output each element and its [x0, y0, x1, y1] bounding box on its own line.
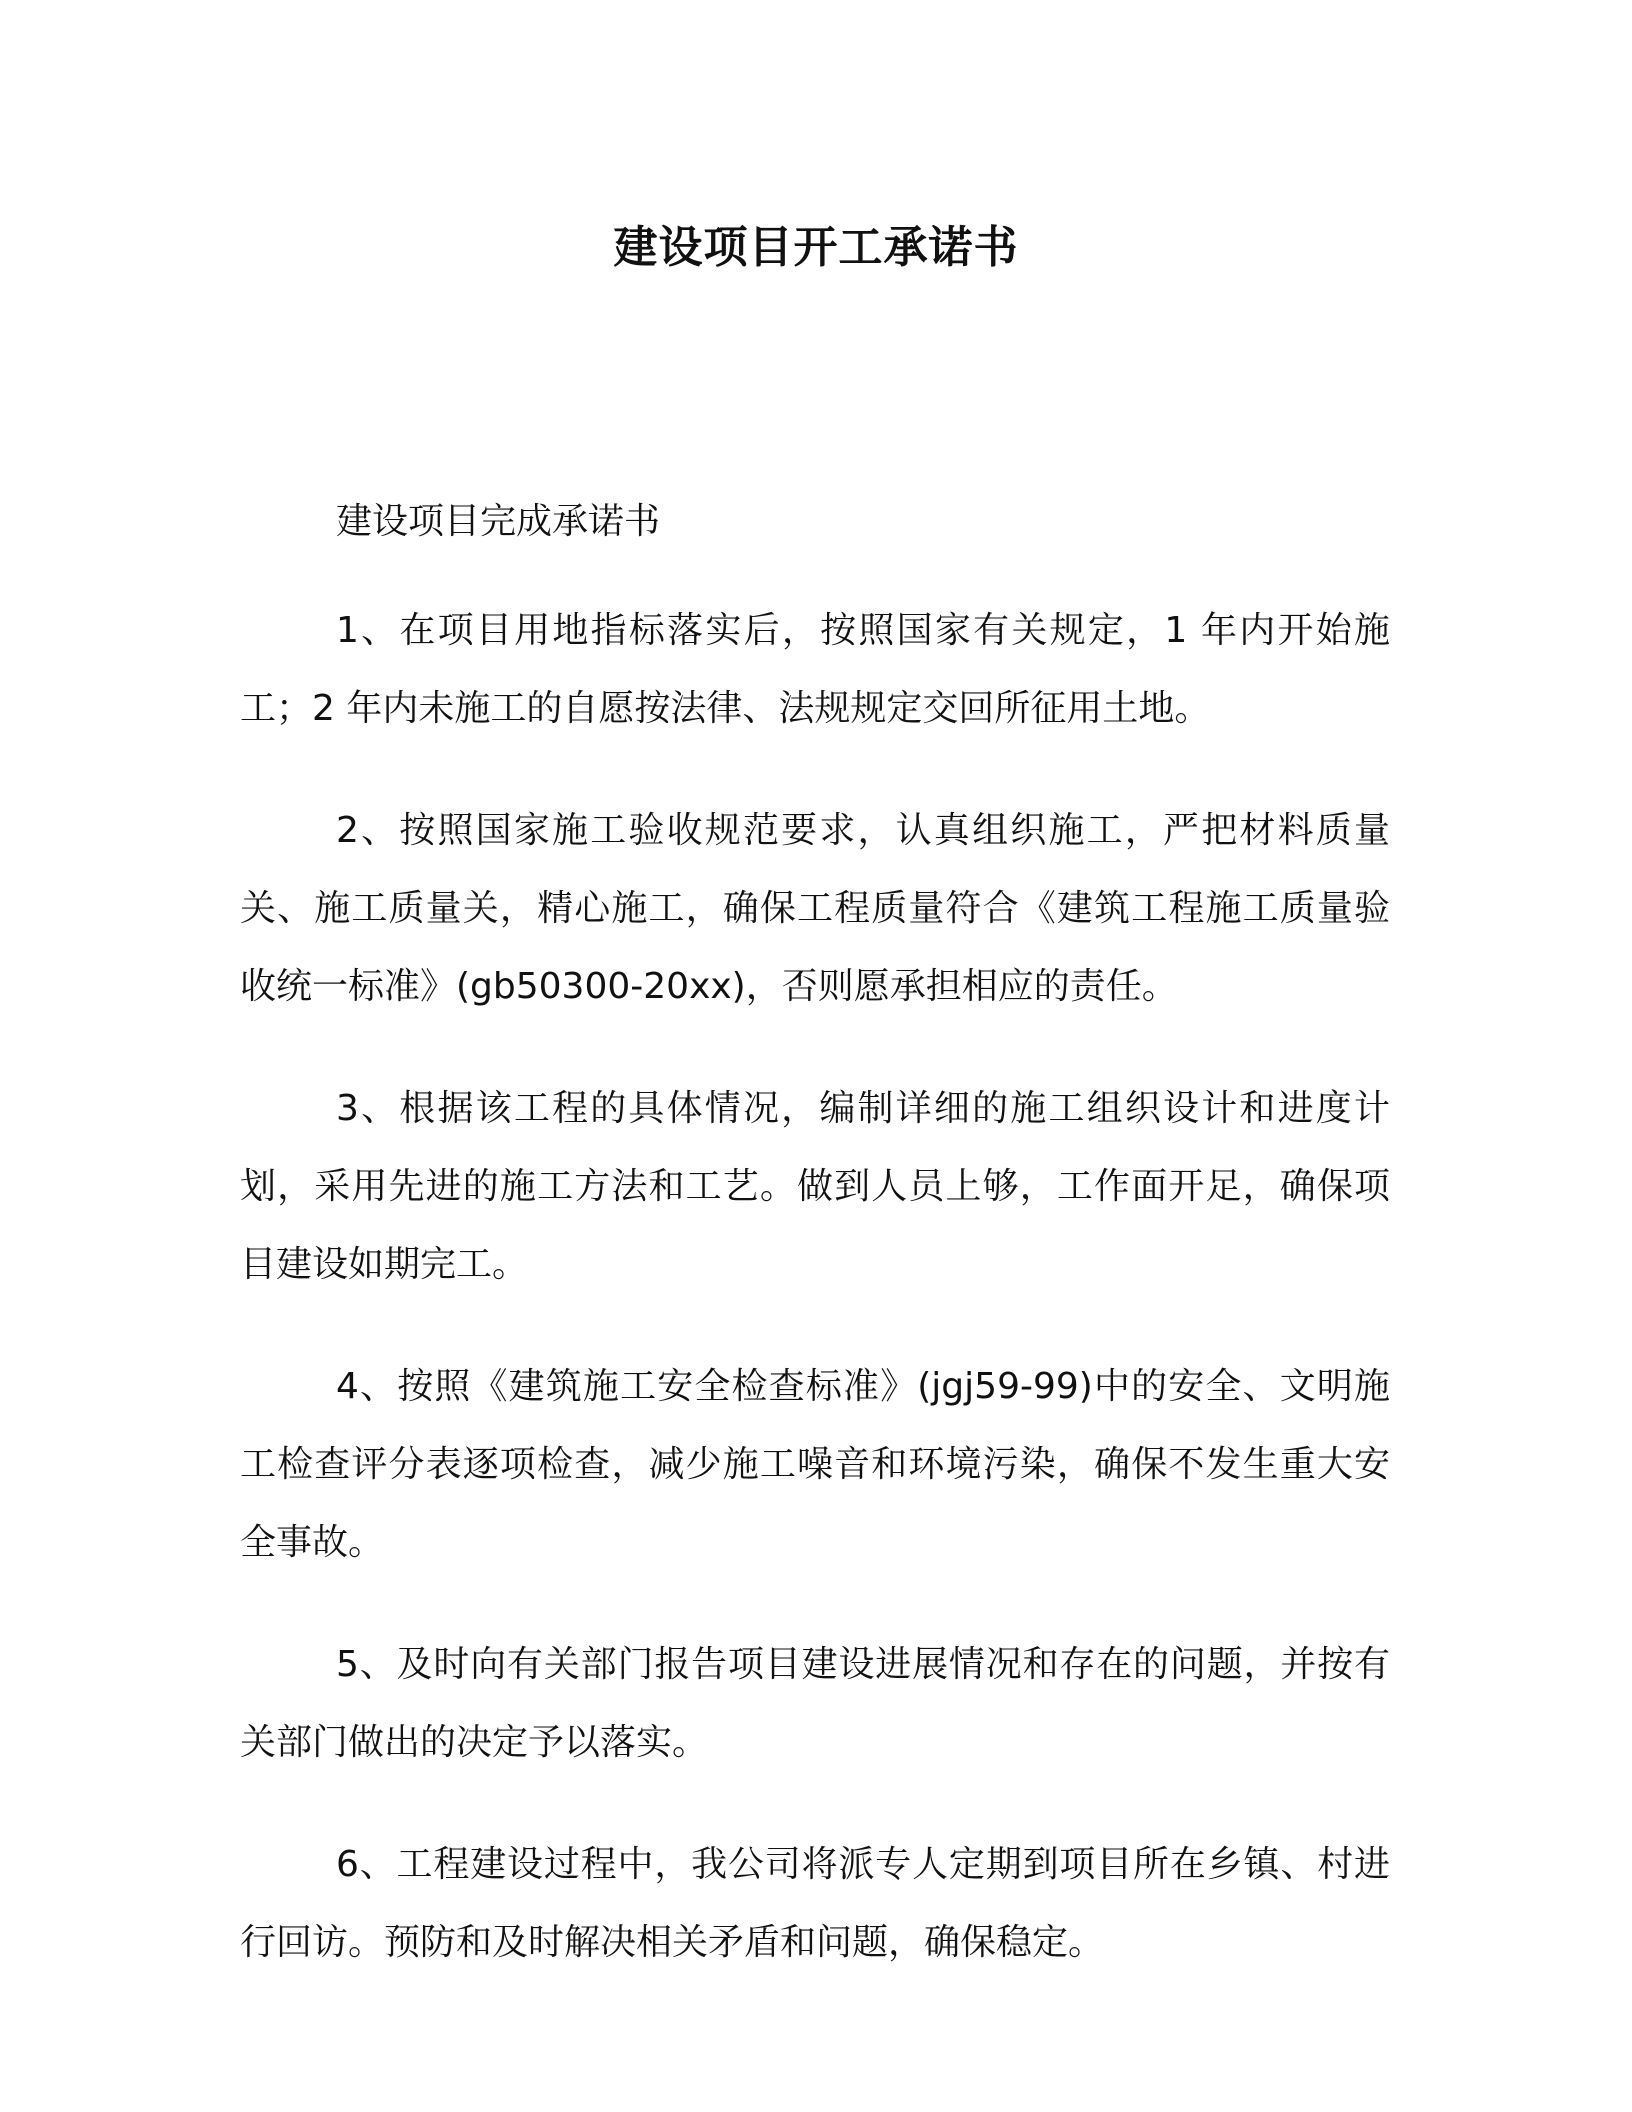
document-body	[240, 490, 1390, 2026]
commitment-paragraph-6: 6、工程建设过程中，我公司将派专人定期到项目所在乡镇、村进行回访。预防和及时解决相关矛盾和问题，确保稳定。	[240, 1844, 1390, 1963]
commitment-paragraph-4: 4、按照《建筑施工安全检查标准》(jgj59-99)中的安全、文明施工检查评分表逐项检查，减少施工噪音和环境污染，确保不发生重大安全事故。	[240, 1366, 1390, 1563]
commitment-paragraph-2: 2、按照国家施工验收规范要求，认真组织施工，严把材料质量关、施工质量关，精心施工，确保工程质量符合《建筑工程施工质量验收统一标准》(gb50300-20xx)，否则愿承担相应的责任。	[240, 810, 1390, 1007]
document-subtitle: 建设项目完成承诺书	[336, 501, 661, 542]
commitment-paragraph-1: 1、在项目用地指标落实后，按照国家有关规定，1 年内开始施工；2 年内未施工的自愿按法律、法规规定交回所征用土地。	[240, 610, 1390, 729]
commitment-paragraph-3: 3、根据该工程的具体情况，编制详细的施工组织设计和进度计划，采用先进的施工方法和工艺。做到人员上够，工作面开足，确保项目建设如期完工。	[240, 1088, 1390, 1285]
document-title: 建设项目开工承诺书	[613, 222, 1019, 273]
commitment-paragraph-5: 5、及时向有关部门报告项目建设进展情况和存在的问题，并按有关部门做出的决定予以落实。	[240, 1644, 1390, 1763]
